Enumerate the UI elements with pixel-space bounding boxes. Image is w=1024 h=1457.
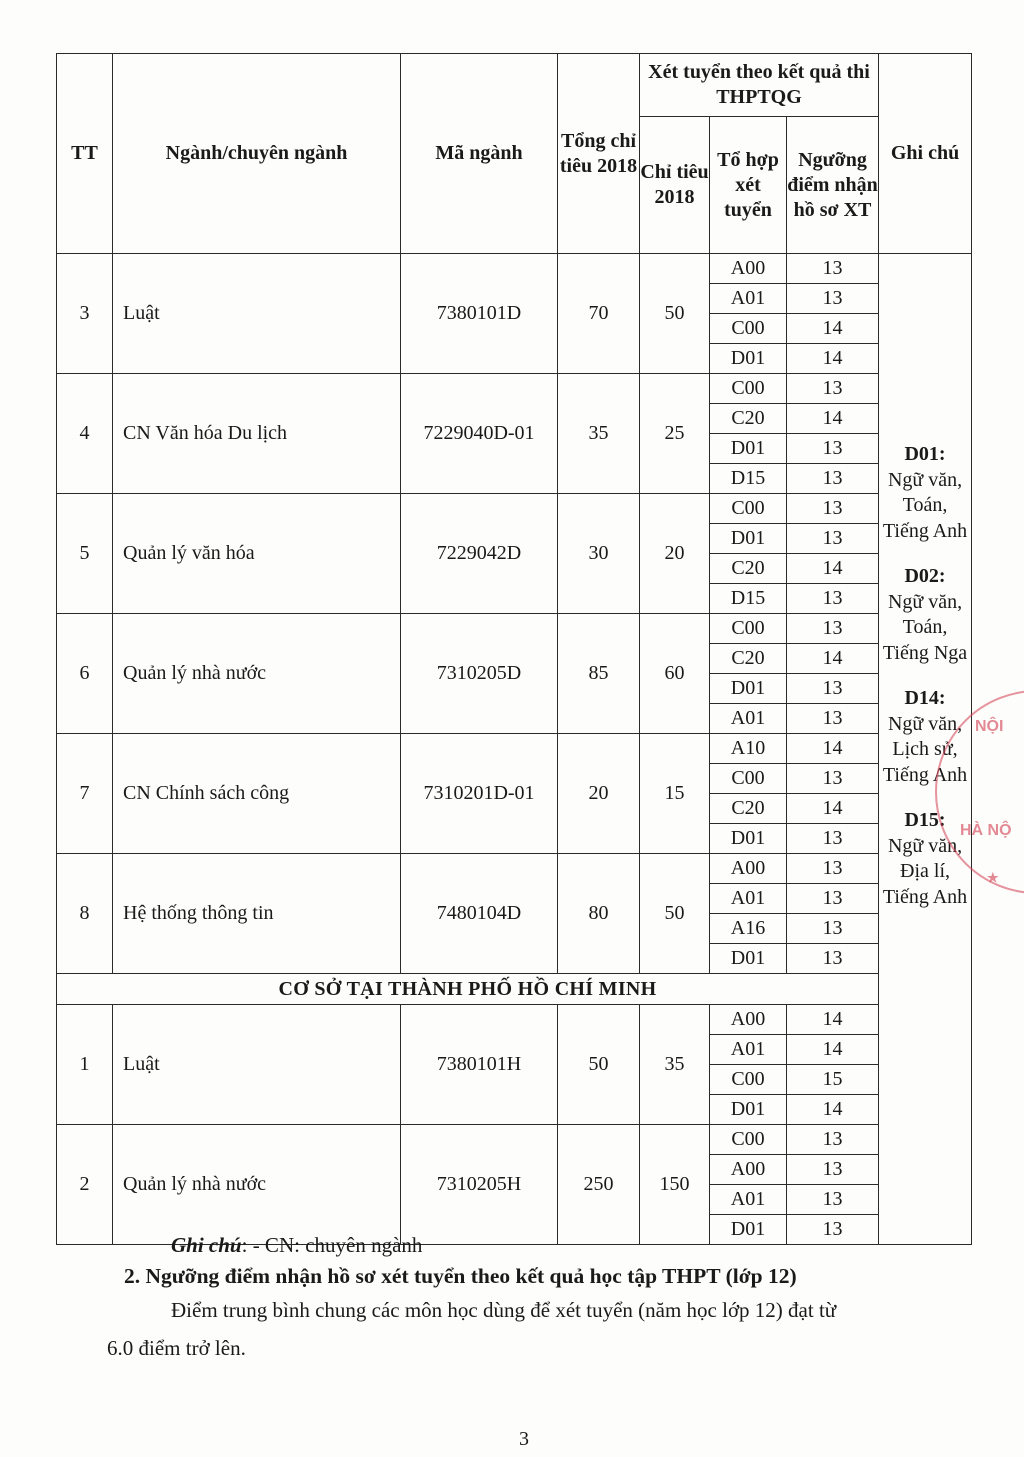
combo-threshold: 13 — [787, 944, 879, 974]
stamp-text-2: HÀ NỘ — [960, 822, 1012, 839]
campus-heading-row — [57, 974, 972, 1005]
combo-threshold: 13 — [787, 824, 879, 854]
combo-threshold: 14 — [787, 1035, 879, 1065]
header-tt: TT — [57, 54, 113, 254]
row-major-code: 7229042D — [401, 494, 558, 614]
note-desc: Ngữ văn, Lịch sử, Tiếng Anh — [882, 712, 968, 786]
combo-threshold: 13 — [787, 884, 879, 914]
combo-code: C20 — [710, 794, 787, 824]
combo-threshold: 14 — [787, 344, 879, 374]
row-major-name: Luật — [113, 254, 401, 374]
row-major-code: 7310205D — [401, 614, 558, 734]
header-code: Mã ngành — [401, 54, 558, 254]
page-number: 3 — [519, 1428, 529, 1450]
row-tt: 6 — [57, 614, 113, 734]
note-block — [879, 442, 971, 544]
combo-threshold: 13 — [787, 674, 879, 704]
table-row — [57, 1005, 972, 1035]
row-total-quota: 20 — [558, 734, 640, 854]
combo-code: D01 — [710, 434, 787, 464]
combo-threshold: 13 — [787, 1125, 879, 1155]
combo-threshold: 13 — [787, 524, 879, 554]
note-key: D02: — [904, 565, 946, 587]
table-footnote — [171, 1233, 422, 1258]
footnote-label: Ghi chú — [171, 1233, 242, 1257]
header-total-quota: Tổng chỉ tiêu 2018 — [558, 54, 640, 254]
row-quota: 150 — [640, 1125, 710, 1245]
combo-threshold: 13 — [787, 1185, 879, 1215]
combo-code: C00 — [710, 494, 787, 524]
paragraph-line-1: Điểm trung bình chung các môn học dùng để xét tuyển (năm học lớp 12) đạt từ — [171, 1298, 837, 1322]
table-row — [57, 614, 972, 644]
combo-threshold: 14 — [787, 404, 879, 434]
combo-threshold: 14 — [787, 554, 879, 584]
combo-code: C00 — [710, 1125, 787, 1155]
row-major-name: Luật — [113, 1005, 401, 1125]
row-total-quota: 35 — [558, 374, 640, 494]
note-key: D14: — [904, 687, 946, 709]
combo-threshold: 13 — [787, 1215, 879, 1245]
note-desc: Ngữ văn, Toán, Tiếng Nga — [882, 590, 968, 664]
combo-code: A01 — [710, 704, 787, 734]
combo-code: D01 — [710, 1215, 787, 1245]
row-total-quota: 80 — [558, 854, 640, 974]
combo-code: D01 — [710, 824, 787, 854]
row-major-name: Quản lý nhà nước — [113, 1125, 401, 1245]
combo-code: A00 — [710, 1005, 787, 1035]
combo-threshold: 14 — [787, 1005, 879, 1035]
row-tt: 2 — [57, 1125, 113, 1245]
combo-threshold: 15 — [787, 1065, 879, 1095]
note-desc: Ngữ văn, Địa lí, Tiếng Anh — [882, 834, 968, 908]
combo-threshold: 13 — [787, 614, 879, 644]
row-tt: 3 — [57, 254, 113, 374]
combo-code: C20 — [710, 404, 787, 434]
row-tt: 5 — [57, 494, 113, 614]
table-row — [57, 494, 972, 524]
table-row — [57, 1125, 972, 1155]
row-major-name: Quản lý văn hóa — [113, 494, 401, 614]
combo-threshold: 13 — [787, 464, 879, 494]
row-tt: 8 — [57, 854, 113, 974]
paragraph-line-2: 6.0 điểm trở lên. — [107, 1336, 246, 1360]
combo-threshold: 13 — [787, 284, 879, 314]
combo-threshold: 14 — [787, 314, 879, 344]
combo-threshold: 14 — [787, 1095, 879, 1125]
table-row — [57, 854, 972, 884]
combo-threshold: 13 — [787, 374, 879, 404]
campus-heading: CƠ SỞ TẠI THÀNH PHỐ HỒ CHÍ MINH — [57, 974, 879, 1005]
header-threshold: Ngưỡng điểm nhận hồ sơ XT — [787, 117, 879, 254]
row-quota: 50 — [640, 254, 710, 374]
note-desc: Ngữ văn, Toán, Tiếng Anh — [882, 468, 968, 542]
row-quota: 25 — [640, 374, 710, 494]
row-major-code: 7380101H — [401, 1005, 558, 1125]
row-total-quota: 250 — [558, 1125, 640, 1245]
combo-code: A16 — [710, 914, 787, 944]
header-exam-group: Xét tuyển theo kết quả thi THPTQG — [640, 54, 879, 117]
combo-threshold: 14 — [787, 734, 879, 764]
header-major: Ngành/chuyên ngành — [113, 54, 401, 254]
stamp-text-1: NỘI — [975, 718, 1004, 735]
combo-threshold: 13 — [787, 914, 879, 944]
combo-code: A01 — [710, 884, 787, 914]
row-tt: 7 — [57, 734, 113, 854]
combo-code: C00 — [710, 614, 787, 644]
combo-code: A00 — [710, 854, 787, 884]
row-quota: 35 — [640, 1005, 710, 1125]
combo-code: C00 — [710, 764, 787, 794]
row-total-quota: 50 — [558, 1005, 640, 1125]
combo-code: D15 — [710, 464, 787, 494]
combo-code: D01 — [710, 344, 787, 374]
note-block — [879, 564, 971, 666]
combo-code: D01 — [710, 1095, 787, 1125]
combo-code: D01 — [710, 944, 787, 974]
row-major-code: 7310201D-01 — [401, 734, 558, 854]
row-quota: 15 — [640, 734, 710, 854]
header-quota: Chỉ tiêu 2018 — [640, 117, 710, 254]
combo-code: C20 — [710, 554, 787, 584]
row-quota: 50 — [640, 854, 710, 974]
admission-table — [56, 53, 972, 1245]
row-major-name: Quản lý nhà nước — [113, 614, 401, 734]
combo-threshold: 13 — [787, 1155, 879, 1185]
combo-code: A01 — [710, 1185, 787, 1215]
row-quota: 20 — [640, 494, 710, 614]
combo-code: A01 — [710, 284, 787, 314]
table-row — [57, 734, 972, 764]
combo-threshold: 13 — [787, 854, 879, 884]
note-key: D01: — [904, 443, 946, 465]
row-tt: 1 — [57, 1005, 113, 1125]
combo-code: C00 — [710, 314, 787, 344]
combo-code: D01 — [710, 524, 787, 554]
combo-threshold: 13 — [787, 704, 879, 734]
combo-threshold: 13 — [787, 434, 879, 464]
header-notes: Ghi chú — [879, 54, 972, 254]
row-major-name: Hệ thống thông tin — [113, 854, 401, 974]
row-major-name: CN Văn hóa Du lịch — [113, 374, 401, 494]
row-major-code: 7380101D — [401, 254, 558, 374]
combo-code: C00 — [710, 1065, 787, 1095]
table-row — [57, 254, 972, 284]
row-major-code: 7229040D-01 — [401, 374, 558, 494]
combo-code: D01 — [710, 674, 787, 704]
row-total-quota: 30 — [558, 494, 640, 614]
section-heading: 2. Ngưỡng điểm nhận hồ sơ xét tuyển theo kết quả học tập THPT (lớp 12) — [124, 1264, 797, 1288]
combo-code: C00 — [710, 374, 787, 404]
row-total-quota: 70 — [558, 254, 640, 374]
combo-code: A01 — [710, 1035, 787, 1065]
row-major-name: CN Chính sách công — [113, 734, 401, 854]
combo-code: A10 — [710, 734, 787, 764]
combo-threshold: 13 — [787, 764, 879, 794]
row-total-quota: 85 — [558, 614, 640, 734]
header-combo: Tổ hợp xét tuyển — [710, 117, 787, 254]
combo-code: D15 — [710, 584, 787, 614]
combo-threshold: 13 — [787, 584, 879, 614]
combo-threshold: 14 — [787, 644, 879, 674]
combo-code: A00 — [710, 254, 787, 284]
row-major-code: 7310205H — [401, 1125, 558, 1245]
combo-code: A00 — [710, 1155, 787, 1185]
footnote-text: : - CN: chuyên ngành — [241, 1233, 423, 1257]
combo-threshold: 14 — [787, 794, 879, 824]
row-tt: 4 — [57, 374, 113, 494]
note-key: D15: — [904, 809, 946, 831]
row-major-code: 7480104D — [401, 854, 558, 974]
combo-threshold: 13 — [787, 254, 879, 284]
row-quota: 60 — [640, 614, 710, 734]
stamp-star-icon: ★ — [987, 870, 999, 885]
combo-code: C20 — [710, 644, 787, 674]
combo-threshold: 13 — [787, 494, 879, 524]
table-row — [57, 374, 972, 404]
